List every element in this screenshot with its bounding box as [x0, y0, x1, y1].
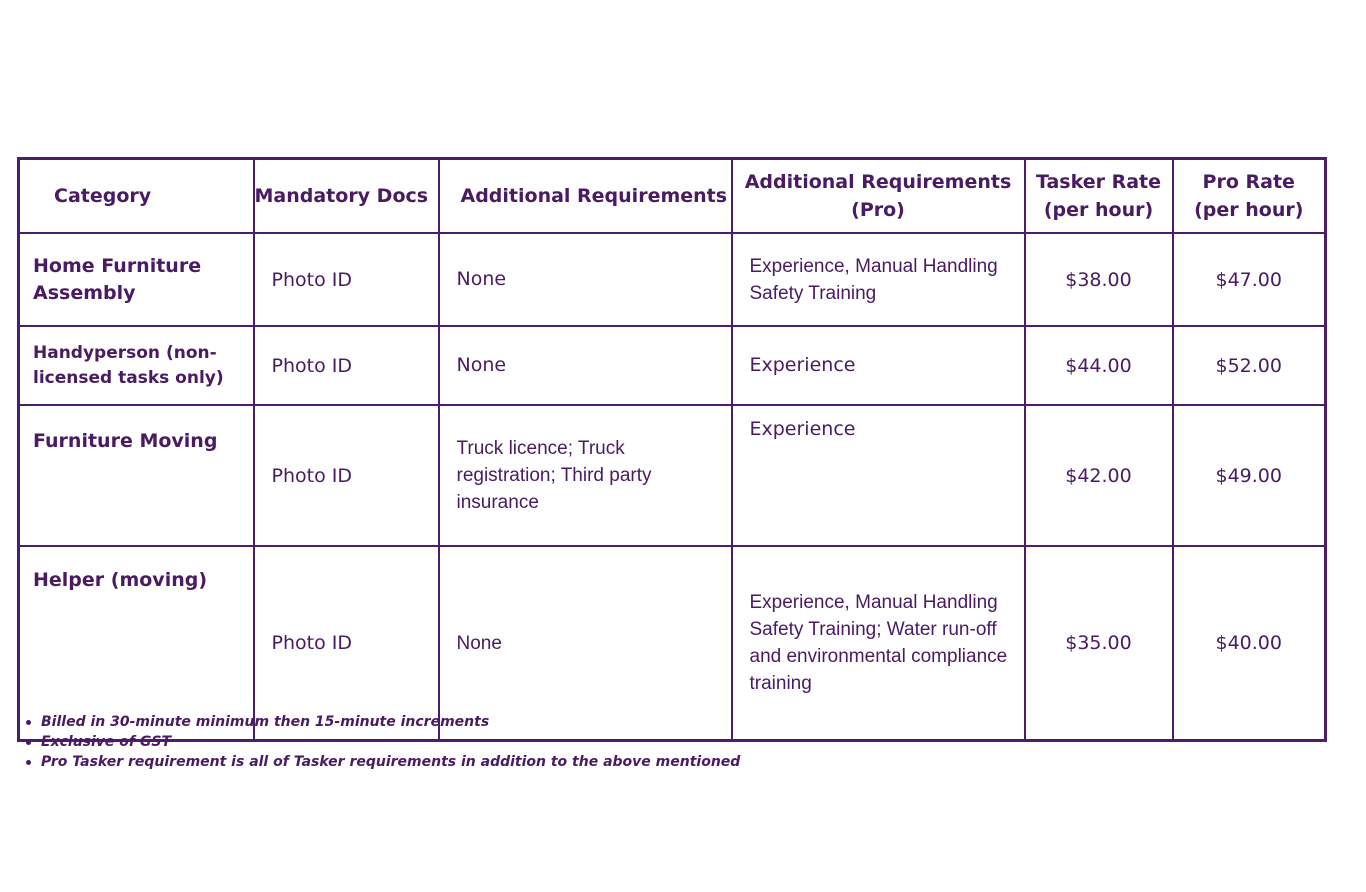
- mandatory-docs-cell: Photo ID: [254, 326, 439, 405]
- header-category: Category: [19, 159, 254, 234]
- header-additional-requirements-pro: [732, 159, 1025, 234]
- additional-requirements-pro-cell: Experience, Manual Handling Safety Training: [732, 233, 1025, 326]
- mandatory-docs-cell: Photo ID: [254, 546, 439, 741]
- header-tasker-rate: [1025, 159, 1173, 234]
- footnote-item: Pro Tasker requirement is all of Tasker requirements in addition to the above mentioned: [41, 754, 741, 770]
- header-additional-requirements-pro-line2: (Pro): [851, 199, 905, 221]
- table-row: [19, 233, 1326, 326]
- table-header-row: [19, 159, 1326, 234]
- header-tasker-rate-line1: Tasker Rate: [1035, 171, 1162, 193]
- header-mandatory-docs: Mandatory Docs: [254, 159, 439, 234]
- additional-requirements-pro-cell: Experience: [732, 326, 1025, 405]
- header-pro-rate-line1: Pro Rate: [1202, 171, 1295, 193]
- pro-rate-cell: $49.00: [1173, 405, 1326, 546]
- category-cell: Handyperson (non-licensed tasks only): [19, 326, 254, 405]
- tasker-rate-cell: $38.00: [1025, 233, 1173, 326]
- rates-table: [17, 157, 1327, 742]
- tasker-rate-cell: $35.00: [1025, 546, 1173, 741]
- pro-rate-cell: $47.00: [1173, 233, 1326, 326]
- category-cell: Helper (moving): [19, 546, 254, 741]
- footnotes-list: [22, 712, 740, 772]
- category-cell: Furniture Moving: [19, 405, 254, 546]
- additional-requirements-cell: None: [439, 546, 732, 741]
- pro-rate-cell: $40.00: [1173, 546, 1326, 741]
- additional-requirements-pro-cell: Experience: [732, 405, 1025, 546]
- footnote-item: Exclusive of GST: [41, 732, 740, 752]
- mandatory-docs-cell: Photo ID: [254, 405, 439, 546]
- table-row: [19, 405, 1326, 546]
- header-pro-rate: [1173, 159, 1326, 234]
- additional-requirements-cell: None: [439, 233, 732, 326]
- header-tasker-rate-line2: (per hour): [1043, 199, 1154, 221]
- additional-requirements-cell: None: [439, 326, 732, 405]
- additional-requirements-cell: Truck licence; Truck registration; Third party insurance: [439, 405, 732, 546]
- footnote-item: Billed in 30-minute minimum then 15-minute increments: [41, 712, 740, 732]
- mandatory-docs-cell: Photo ID: [254, 233, 439, 326]
- pro-rate-cell: $52.00: [1173, 326, 1326, 405]
- header-additional-requirements: Additional Requirements: [439, 159, 732, 234]
- category-cell: Home Furniture Assembly: [19, 233, 254, 326]
- header-pro-rate-line2: (per hour): [1194, 199, 1304, 221]
- tasker-rate-cell: $42.00: [1025, 405, 1173, 546]
- header-additional-requirements-pro-line1: Additional Requirements: [744, 171, 1012, 193]
- tasker-rate-cell: $44.00: [1025, 326, 1173, 405]
- table-row: [19, 326, 1326, 405]
- additional-requirements-pro-cell: Experience, Manual Handling Safety Training; Water run-off and environmental compliance training: [732, 546, 1025, 741]
